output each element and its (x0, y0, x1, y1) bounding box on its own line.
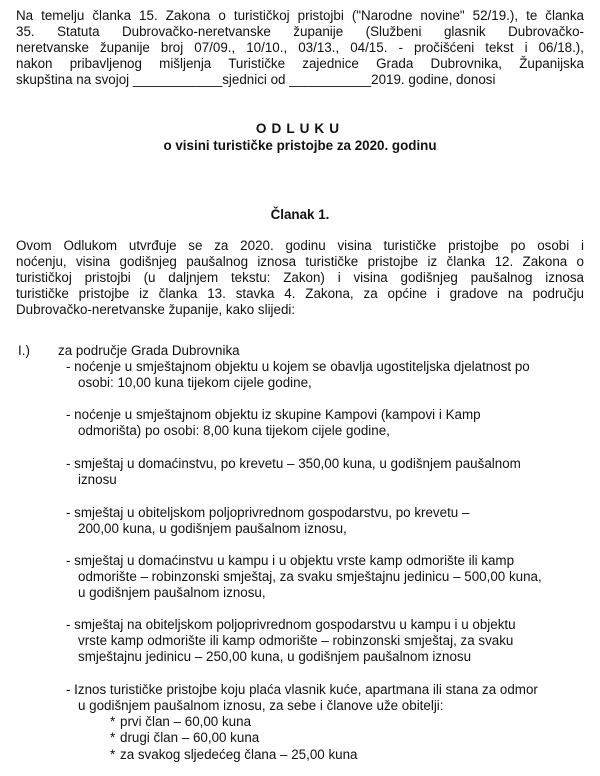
intro-line: 35. Statuta Dubrovačko-neretvanske županije (Službeni glasnik Dubrovačko- (16, 24, 584, 39)
list-item-line: - smještaj na obiteljskom poljoprivrednom gospodarstvu u kampu i u objektu (66, 617, 516, 632)
list-item-line: 200,00 kuna, u godišnjem paušalnom iznosu, (78, 521, 347, 536)
list-item-line: - smještaj u obiteljskom poljoprivrednom gospodarstvu, po krevetu – (66, 505, 470, 520)
list-item (66, 682, 586, 714)
sub-list-item-text: prvi član – 60,00 kuna (120, 714, 252, 729)
list-item (66, 359, 586, 391)
sub-list-item (110, 730, 259, 746)
section-marker: I.) (18, 343, 30, 358)
article-line: turističkoj pristojbi (u daljnjem tekstu: Zakon) i visina godišnjeg paušalnog iznosa (16, 270, 584, 285)
list-item-line: iznosu (78, 472, 117, 487)
document-subtitle: o visini turističke pristojbe za 2020. godinu (163, 138, 437, 153)
article-line: Dubrovačko-neretvanske županije, kako slijedi: (16, 302, 296, 317)
bullet-star-icon: * (110, 730, 116, 745)
article-line: noćenju, visina godišnjeg paušalnog iznosa turističke pristojbe iz članka 12. Zakona o (16, 254, 584, 269)
sub-list-item (110, 714, 251, 730)
sub-list-item-text: za svakog sljedećeg člana – 25,00 kuna (120, 747, 358, 762)
list-item-line: - smještaj u domaćinstvu u kampu i u objektu vrste kamp odmorište ili kamp (66, 553, 515, 568)
list-item-line: - smještaj u domaćinstvu, po krevetu – 350,00 kuna, u godišnjem paušalnom (66, 456, 521, 471)
list-item-line: - Iznos turističke pristojbe koju plaća vlasnik kuće, apartmana ili stana za odmor (66, 682, 538, 697)
list-item (66, 617, 586, 665)
list-item (66, 407, 586, 439)
list-item-line: - noćenje u smještajnom objektu u kojem se obavlja ugostiteljska djelatnost po (66, 359, 530, 374)
intro-line: Na temelju članka 15. Zakona o turističkoj pristojbi ("Narodne novine" 52/19.), te članka (16, 8, 584, 23)
list-item-line: - noćenje u smještajnom objektu iz skupine Kampovi (kampovi i Kamp (66, 407, 481, 422)
intro-line: skupština na svojoj ____________sjednici od ___________2019. godine, donosi (16, 72, 496, 87)
list-item (66, 505, 586, 537)
list-item-line: osobi: 10,00 kuna tijekom cijele godine, (78, 375, 312, 390)
list-item-line: vrste kamp odmorište ili kamp odmorište – robinzonski smještaj, za svaku (78, 633, 514, 648)
sub-list-item-text: drugi član – 60,00 kuna (120, 730, 260, 745)
sub-list-item (110, 747, 357, 763)
bullet-star-icon: * (110, 747, 116, 762)
bullet-star-icon: * (110, 714, 116, 729)
list-item-line: smještajnu jedinicu – 250,00 kuna, u godišnjem paušalnom iznosu (78, 649, 472, 664)
intro-line: nakon pribavljenog mišljenja Turističke zajednice Grada Dubrovnika, Županijska (16, 56, 584, 71)
intro-line: neretvanske županije broj 07/09., 10/10., 03/13., 04/15. - pročišćeni tekst i 06/18.), (16, 40, 584, 55)
article-line: turističke pristojbe iz članka 13. stavka 4. Zakona, za općine i gradove na području (16, 286, 584, 301)
list-item-line: odmorišta) po osobi: 8,00 kuna tijekom cijele godine, (78, 423, 390, 438)
list-item-line: u godišnjem paušalnom iznosu, za sebe i članove uže obitelji: (78, 698, 444, 713)
section-heading: za područje Grada Dubrovnika (58, 343, 240, 358)
list-item-line: odmorište – robinzonski smještaj, za svaku smještajnu jedinicu – 500,00 kuna, (78, 569, 542, 584)
document-title: ODLUKU (255, 121, 345, 136)
list-item (66, 553, 586, 601)
intro-paragraph (16, 8, 584, 88)
list-item-line: u godišnjem paušalnom iznosu, (78, 585, 266, 600)
article-line: Ovom Odlukom utvrđuje se za 2020. godinu visina turističke pristojbe po osobi i (16, 238, 584, 253)
list-item (66, 456, 586, 488)
article-paragraph (16, 238, 584, 318)
article-heading: Članak 1. (270, 207, 330, 222)
